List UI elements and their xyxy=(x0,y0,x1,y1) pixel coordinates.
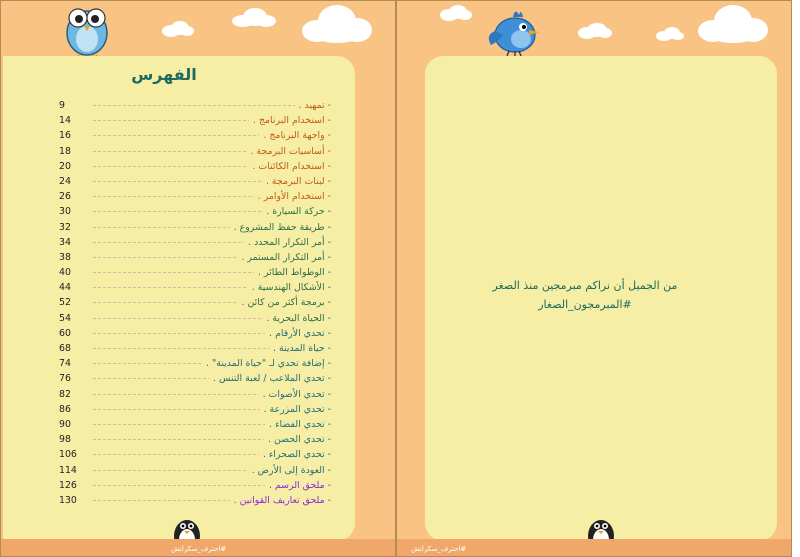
toc-entry-title: - استخدام الكائنات . xyxy=(248,159,331,174)
dedication-text xyxy=(420,276,750,314)
cloud-icon xyxy=(301,3,373,45)
toc-entry-page: 90 xyxy=(59,418,71,430)
table-of-contents xyxy=(59,98,331,508)
toc-entry-title: - تمهيد . xyxy=(295,98,331,113)
cloud-icon xyxy=(231,8,277,28)
toc-entry xyxy=(59,326,331,341)
toc-entry-page: 24 xyxy=(59,175,71,187)
toc-entry-page: 20 xyxy=(59,160,71,172)
toc-entry-title: - لبنات البرمجة . xyxy=(262,174,331,189)
toc-entry-title: - أمر التكرار المستمر . xyxy=(237,250,331,265)
toc-entry-title: - تحدي الصحراء . xyxy=(259,447,331,462)
toc-entry-page: 82 xyxy=(59,388,71,400)
toc-entry xyxy=(59,432,331,447)
toc-entry-title: - استخدام الأوامر . xyxy=(254,189,331,204)
cloud-icon xyxy=(577,23,613,39)
toc-entry xyxy=(59,493,331,508)
toc-entry-title: - إضافة تحدي لـ "حياة المدينة" . xyxy=(202,356,331,371)
toc-entry-title: - طريقة حفظ المشروع . xyxy=(230,220,331,235)
toc-entry-title: - حياة المدينة . xyxy=(269,341,331,356)
cloud-icon xyxy=(161,21,195,37)
toc-entry-page: 32 xyxy=(59,221,71,233)
cloud-icon xyxy=(439,5,473,21)
toc-entry-title: - تحدي المزرعة . xyxy=(260,402,331,417)
toc-entry xyxy=(59,250,331,265)
toc-entry-page: 9 xyxy=(59,100,65,111)
toc-entry-title: - واجهة البرنامج . xyxy=(259,128,331,143)
toc-entry-page: 60 xyxy=(59,327,71,339)
toc-entry-title: - تحدي الأرقام . xyxy=(265,326,331,341)
toc-entry-page: 14 xyxy=(59,115,71,127)
toc-entry-page: 130 xyxy=(59,494,77,506)
toc-entry-page: 26 xyxy=(59,191,71,203)
toc-entry xyxy=(59,159,331,174)
toc-entry-page: 16 xyxy=(59,130,71,142)
toc-entry-title: - برمجة أكثر من كائن . xyxy=(238,295,331,310)
toc-entry xyxy=(59,341,331,356)
toc-entry xyxy=(59,356,331,371)
toc-entry-title: - تحدي الحصن . xyxy=(264,432,331,447)
toc-entry xyxy=(59,478,331,493)
toc-entry-page: 76 xyxy=(59,373,71,385)
toc-entry-title: - أمر التكرار المحدد . xyxy=(244,235,331,250)
dedication-line: من الجميل أن نراكم مبرمجين منذ الصغر xyxy=(492,279,678,292)
toc-entry-page: 126 xyxy=(59,479,77,491)
toc-entry-title: - استخدام البرنامج . xyxy=(249,113,331,128)
toc-entry-title: - الوطواط الطائر . xyxy=(254,265,331,280)
toc-entry-title: - تحدي الأصوات . xyxy=(259,387,331,402)
toc-entry xyxy=(59,371,331,386)
left-footer-hashtag: #احترف_سكراتش xyxy=(171,545,227,553)
right-footer-hashtag: #احترف_سكراتش xyxy=(411,545,467,553)
toc-entry xyxy=(59,189,331,204)
toc-entry xyxy=(59,204,331,219)
cloud-icon xyxy=(697,3,769,45)
toc-entry xyxy=(59,463,331,478)
toc-entry xyxy=(59,402,331,417)
owl-mascot-icon xyxy=(63,3,111,59)
toc-entry xyxy=(59,311,331,326)
bluebird-mascot-icon xyxy=(485,5,543,57)
dedication-hashtag: #المبرمجون_الصغار xyxy=(538,298,632,311)
toc-entry xyxy=(59,447,331,462)
toc-entry-title: - تحدي الملاعب / لعبة التنس . xyxy=(209,371,331,386)
toc-entry-page: 54 xyxy=(59,312,71,324)
toc-entry-title: - تحدي الفضاء . xyxy=(265,417,331,432)
toc-entry xyxy=(59,280,331,295)
toc-entry xyxy=(59,265,331,280)
toc-entry xyxy=(59,174,331,189)
toc-entry-page: 106 xyxy=(59,449,77,461)
toc-entry-page: 30 xyxy=(59,206,71,218)
toc-entry-title: - أساسيات البرمجة . xyxy=(246,144,331,159)
toc-entry-page: 18 xyxy=(59,145,71,157)
toc-entry-title: - الحياة البحرية . xyxy=(262,311,331,326)
toc-entry-page: 74 xyxy=(59,358,71,370)
toc-entry-page: 44 xyxy=(59,282,71,294)
toc-entry xyxy=(59,220,331,235)
toc-entry xyxy=(59,98,331,113)
toc-entry-page: 86 xyxy=(59,403,71,415)
toc-entry xyxy=(59,144,331,159)
toc-entry xyxy=(59,387,331,402)
toc-entry xyxy=(59,295,331,310)
toc-entry xyxy=(59,417,331,432)
toc-entry xyxy=(59,128,331,143)
toc-entry xyxy=(59,113,331,128)
toc-entry-page: 40 xyxy=(59,267,71,279)
toc-entry-title: - العودة إلى الأرض . xyxy=(248,463,331,478)
toc-entry-page: 68 xyxy=(59,343,71,354)
left-page xyxy=(0,0,396,557)
toc-entry xyxy=(59,235,331,250)
toc-entry-title: - الأشكال الهندسية . xyxy=(248,280,331,295)
toc-entry-title: - ملحق الرسم . xyxy=(265,478,331,493)
toc-entry-page: 114 xyxy=(59,464,77,476)
toc-entry-page: 38 xyxy=(59,251,71,263)
toc-heading: الفهرس xyxy=(131,65,197,84)
toc-entry-title: - ملحق تعاريف القوانين . xyxy=(230,493,331,508)
toc-entry-page: 98 xyxy=(59,434,71,446)
toc-entry-page: 52 xyxy=(59,297,71,309)
cloud-icon xyxy=(655,27,685,41)
toc-entry-title: - حركة السيارة . xyxy=(262,204,331,219)
toc-entry-page: 34 xyxy=(59,236,71,248)
